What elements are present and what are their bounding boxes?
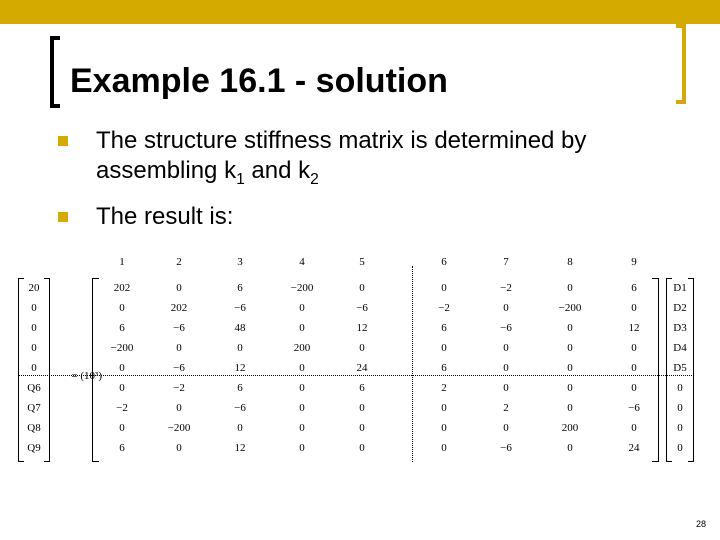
matrix-cell: 0 <box>631 382 637 394</box>
matrix-cell: −200 <box>110 342 134 354</box>
matrix-cell: 0 <box>237 342 243 354</box>
matrix-cell: 0 <box>441 282 447 294</box>
column-header: 9 <box>631 256 637 268</box>
matrix-cell: 2 <box>503 402 509 414</box>
matrix-cell: 12 <box>628 322 640 334</box>
partition-vertical-line <box>412 266 413 462</box>
matrix-cell: 0 <box>441 422 447 434</box>
matrix-cell: 0 <box>299 442 305 454</box>
matrix-cell: 12 <box>234 442 246 454</box>
matrix-cell: 0 <box>176 282 182 294</box>
right-vector-bracket-open <box>666 278 672 462</box>
matrix-cell: 0 <box>503 302 509 314</box>
matrix-cell: 0 <box>359 442 365 454</box>
column-header: 5 <box>359 256 365 268</box>
matrix-cell: 0 <box>631 342 637 354</box>
matrix-cell: 0 <box>503 362 509 374</box>
column-header: 4 <box>299 256 305 268</box>
partition-horizontal-line <box>18 375 694 376</box>
matrix-cell: 0 <box>119 362 125 374</box>
bullet-1-line2-mid: and k <box>244 157 311 184</box>
matrix-cell: 0 <box>176 442 182 454</box>
matrix-cell: −2 <box>500 282 512 294</box>
bullet-1-line1: The structure stiffness matrix is determined by <box>96 127 587 154</box>
matrix-cell: 0 <box>631 302 637 314</box>
left-vector-entry: Q8 <box>27 422 41 434</box>
matrix-cell: 0 <box>359 402 365 414</box>
matrix-cell: 0 <box>176 402 182 414</box>
matrix-cell: 200 <box>293 342 311 354</box>
right-vector-bracket-close <box>688 278 694 462</box>
column-header: 1 <box>119 256 125 268</box>
matrix-cell: 0 <box>441 342 447 354</box>
matrix-cell: 0 <box>176 342 182 354</box>
matrix-cell: −6 <box>173 362 185 374</box>
left-vector-entry: 0 <box>31 302 37 314</box>
matrix-cell: 0 <box>441 442 447 454</box>
matrix-cell: −2 <box>173 382 185 394</box>
matrix-cell: 6 <box>119 322 125 334</box>
title-bar-accent <box>0 0 720 24</box>
matrix-cell: 0 <box>631 362 637 374</box>
column-header: 2 <box>176 256 182 268</box>
matrix-cell: 202 <box>170 302 188 314</box>
matrix-cell: −6 <box>628 402 640 414</box>
title-bracket-right <box>676 24 686 104</box>
matrix-cell: −6 <box>234 302 246 314</box>
matrix-cell: 0 <box>359 342 365 354</box>
bullet-1-line2-pre: assembling k <box>96 157 237 184</box>
stiffness-matrix-equation <box>14 252 704 467</box>
left-vector-bracket-open <box>18 278 24 462</box>
left-vector-entry: Q6 <box>27 382 41 394</box>
matrix-cell: 0 <box>567 282 573 294</box>
matrix-cell: 0 <box>631 422 637 434</box>
column-header: 8 <box>567 256 573 268</box>
bullet-2-text: The result is: <box>96 203 234 230</box>
matrix-cell: 0 <box>359 282 365 294</box>
right-vector-entry: D2 <box>673 302 687 314</box>
matrix-cell: 6 <box>237 282 243 294</box>
matrix-cell: 6 <box>119 442 125 454</box>
bullet-square-icon <box>58 136 68 146</box>
matrix-cell: 200 <box>561 422 579 434</box>
matrix-cell: −2 <box>438 302 450 314</box>
bullet-1-text <box>96 126 586 195</box>
matrix-cell: 24 <box>356 362 368 374</box>
matrix-cell: 0 <box>237 422 243 434</box>
bullet-1-sub2: 2 <box>310 170 319 188</box>
left-vector-entry: 20 <box>28 282 40 294</box>
matrix-bracket-close <box>652 278 659 462</box>
matrix-cell: −6 <box>500 442 512 454</box>
right-vector-entry: 0 <box>677 422 683 434</box>
right-vector-entry: D1 <box>673 282 687 294</box>
column-header: 6 <box>441 256 447 268</box>
matrix-cell: 6 <box>441 362 447 374</box>
matrix-cell: 0 <box>567 342 573 354</box>
bullet-square-icon <box>58 212 68 222</box>
left-vector-entry: 0 <box>31 362 37 374</box>
left-vector-entry: 0 <box>31 342 37 354</box>
right-vector-entry: 0 <box>677 382 683 394</box>
matrix-cell: −2 <box>116 402 128 414</box>
matrix-cell: 0 <box>299 302 305 314</box>
slide-title: Example 16.1 - solution <box>70 62 448 100</box>
matrix-cell: 12 <box>356 322 368 334</box>
matrix-cell: 0 <box>299 322 305 334</box>
matrix-cell: 24 <box>628 442 640 454</box>
matrix-cell: 0 <box>299 382 305 394</box>
matrix-cell: 6 <box>359 382 365 394</box>
matrix-cell: 0 <box>299 362 305 374</box>
matrix-cell: 0 <box>567 362 573 374</box>
matrix-cell: −6 <box>234 402 246 414</box>
column-header: 7 <box>503 256 509 268</box>
page-number: 28 <box>695 519 706 529</box>
matrix-cell: 0 <box>503 342 509 354</box>
matrix-cell: −200 <box>558 302 582 314</box>
left-vector-bracket-close <box>44 278 50 462</box>
title-bracket-left <box>50 36 60 108</box>
matrix-cell: −200 <box>290 282 314 294</box>
matrix-cell: −200 <box>167 422 191 434</box>
left-vector-entry: Q9 <box>27 442 41 454</box>
matrix-cell: 48 <box>234 322 246 334</box>
multiplier: = (10³) <box>71 370 102 382</box>
matrix-cell: 12 <box>234 362 246 374</box>
left-vector-entry: 0 <box>31 322 37 334</box>
matrix-cell: 0 <box>567 382 573 394</box>
matrix-cell: 0 <box>441 402 447 414</box>
matrix-cell: 6 <box>237 382 243 394</box>
right-vector-entry: D3 <box>673 322 687 334</box>
matrix-cell: 202 <box>113 282 131 294</box>
matrix-cell: −6 <box>173 322 185 334</box>
matrix-cell: 0 <box>119 382 125 394</box>
bullet-1-sub1: 1 <box>236 170 245 188</box>
left-vector-entry: Q7 <box>27 402 41 414</box>
matrix-cell: −6 <box>500 322 512 334</box>
matrix-cell: 0 <box>567 322 573 334</box>
matrix-cell: 6 <box>631 282 637 294</box>
matrix-cell: 0 <box>567 402 573 414</box>
right-vector-entry: 0 <box>677 442 683 454</box>
matrix-cell: 0 <box>503 422 509 434</box>
matrix-cell: 0 <box>299 402 305 414</box>
matrix-cell: 0 <box>503 382 509 394</box>
matrix-cell: 6 <box>441 322 447 334</box>
matrix-cell: 2 <box>441 382 447 394</box>
matrix-cell: −6 <box>356 302 368 314</box>
matrix-cell: 0 <box>299 422 305 434</box>
right-vector-entry: D4 <box>673 342 687 354</box>
matrix-cell: 0 <box>567 442 573 454</box>
right-vector-entry: D5 <box>673 362 687 374</box>
right-vector-entry: 0 <box>677 402 683 414</box>
matrix-cell: 0 <box>119 302 125 314</box>
matrix-cell: 0 <box>359 422 365 434</box>
matrix-cell: 0 <box>119 422 125 434</box>
column-header: 3 <box>237 256 243 268</box>
